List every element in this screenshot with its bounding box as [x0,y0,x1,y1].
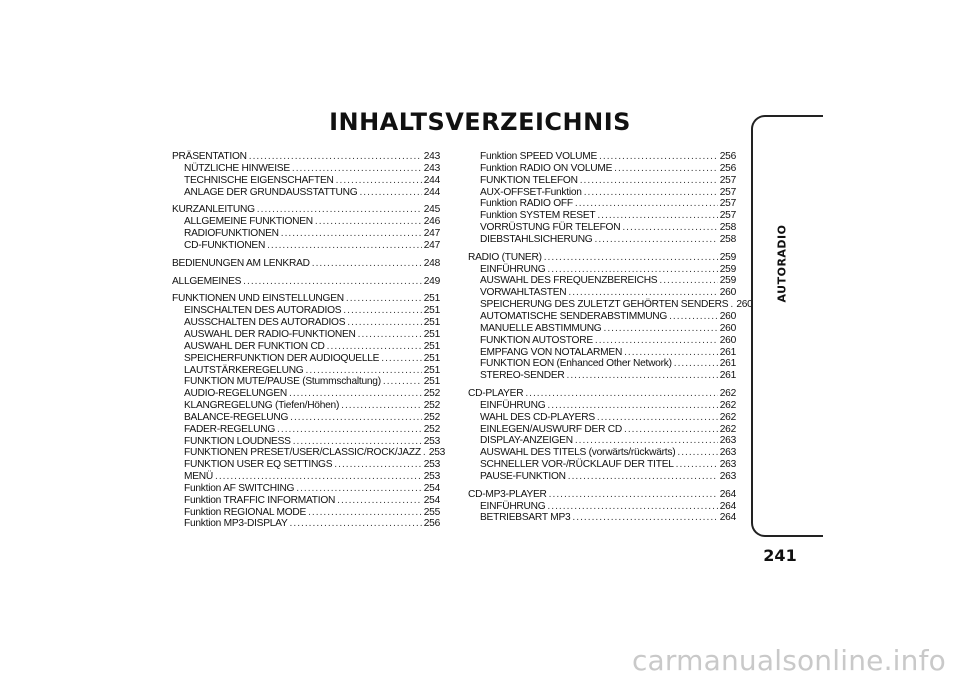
toc-dot-leader [595,335,718,347]
toc-entry-label: Funktion REGIONAL MODE [184,506,307,518]
toc-entry[interactable] [468,489,736,501]
toc-subentry[interactable] [468,163,736,175]
toc-dot-leader [575,435,718,447]
toc-entry-label: ALLGEMEINE FUNKTIONEN [184,216,313,228]
section-tab-text: AUTORADIO [775,223,789,303]
toc-dot-leader [567,370,718,382]
toc-dot-leader [549,489,718,501]
toc-entry-page: 261 [719,346,736,358]
toc-group [468,388,736,483]
toc-entry[interactable] [172,276,440,288]
toc-subentry[interactable] [468,347,736,359]
page-title: INHALTSVERZEICHNIS [329,108,631,136]
toc-dot-leader [290,518,422,530]
toc-dot-leader [292,163,422,175]
toc-group [172,204,440,251]
toc-entry-page: 264 [719,488,736,500]
toc-dot-leader [547,264,717,276]
toc-entry-label: VORWAHLTASTEN [480,287,567,299]
toc-subentry[interactable] [468,400,736,412]
toc-entry-page: 251 [423,328,440,340]
toc-entry-page: 260 [719,287,736,299]
toc-subentry[interactable] [172,187,440,199]
toc-entry-label: MENÜ [184,471,213,483]
toc-entry-label: BEDIENUNGEN AM LENKRAD [172,257,310,269]
toc-entry[interactable] [172,293,440,305]
toc-entry-page: 253 [423,459,440,471]
toc-subentry[interactable] [172,305,440,317]
section-tab [751,115,823,537]
toc-subentry[interactable] [172,412,440,424]
toc-subentry[interactable] [172,447,446,459]
toc-entry-page: 253 [423,471,440,483]
toc-entry-label: MANUELLE ABSTIMMUNG [480,322,602,334]
toc-subentry[interactable] [172,228,440,240]
toc-entry-label: EINSCHALTEN DES AUTORADIOS [184,305,342,317]
toc-entry-page: 252 [423,411,440,423]
toc-group [172,151,440,198]
toc-entry[interactable] [468,252,736,264]
toc-entry-label: SCHNELLER VOR-/RÜCKLAUF DER TITEL [480,459,674,471]
toc-subentry[interactable] [468,222,736,234]
toc-entry-page: 260 [719,310,736,322]
toc-dot-leader [584,187,718,199]
toc-dot-leader [383,376,422,388]
toc-entry-label: AUSWAHL DER RADIO-FUNKTIONEN [184,328,356,340]
toc-entry-page: 257 [719,198,736,210]
toc-subentry[interactable] [172,365,440,377]
toc-entry-page: 247 [423,239,440,251]
toc-subentry[interactable] [468,187,736,199]
toc-entry-label: SPEICHERUNG DES ZULETZT GEHÖRTEN SENDERS [480,299,729,311]
toc-subentry[interactable] [172,495,440,507]
toc-entry-page: 258 [719,233,736,245]
toc-entry-page: 264 [719,512,736,524]
toc-dot-leader [624,424,718,436]
toc-subentry[interactable] [172,175,440,187]
toc-entry-page: 259 [719,263,736,275]
toc-dot-leader [281,228,422,240]
toc-entry-label: AUSSCHALTEN DES AUTORADIOS [184,317,346,329]
toc-entry-label: STEREO-SENDER [480,370,565,382]
toc-entry-page: 252 [423,388,440,400]
toc-group [172,293,446,530]
toc-dot-leader [676,459,718,471]
toc-entry-label: LAUTSTÄRKEREGELUNG [184,364,304,376]
toc-subentry[interactable] [172,317,440,329]
toc-entry-label: PAUSE-FUNKTION [480,470,566,482]
toc-entry-page: 251 [423,340,440,352]
toc-entry-page: 254 [423,494,440,506]
toc-entry-label: AUSWAHL DES TITELS (vorwärts/rückwärts) [480,447,676,459]
toc-entry-label: CD-MP3-PLAYER [468,488,547,500]
toc-entry-label: PRÄSENTATION [172,151,247,162]
toc-dot-leader [568,471,718,483]
toc-dot-leader [277,424,422,436]
toc-entry-label: FUNKTION TELEFON [480,174,578,186]
toc-dot-leader [215,471,422,483]
toc-dot-leader [525,388,717,400]
toc-subentry[interactable] [468,234,736,246]
toc-group [172,276,440,288]
toc-entry-label: EINLEGEN/AUSWURF DER CD [480,423,622,435]
toc-left-column [172,151,446,536]
toc-dot-leader [599,151,718,163]
toc-entry-page: 257 [719,186,736,198]
toc-entry-label: FUNKTIONEN PRESET/USER/CLASSIC/ROCK/JAZZ [184,447,421,459]
toc-entry-page: 256 [719,151,736,162]
toc-entry-page: 251 [423,352,440,364]
toc-subentry[interactable] [172,471,440,483]
toc-entry-page: 244 [423,174,440,186]
toc-subentry[interactable] [172,518,440,530]
toc-entry-page: 251 [423,364,440,376]
toc-dot-leader [572,512,717,524]
toc-dot-leader [614,163,718,175]
toc-entry-label: FUNKTION AUTOSTORE [480,334,593,346]
toc-dot-leader [603,323,717,335]
toc-entry-label: RADIO (TUNER) [468,251,542,263]
toc-entry-label: Funktion AF SWITCHING [184,482,295,494]
toc-entry-label: FUNKTION LOUDNESS [184,435,291,447]
toc-entry-page: 263 [719,435,736,447]
toc-group [468,151,736,246]
toc-entry-label: Funktion RADIO ON VOLUME [480,162,613,174]
toc-dot-leader [381,353,422,365]
toc-entry-page: 257 [719,174,736,186]
toc-dot-leader [597,412,718,424]
toc-subentry[interactable] [468,198,736,210]
toc-entry-page: 260 [736,299,753,311]
toc-subentry[interactable] [468,311,736,323]
toc-subentry[interactable] [468,424,736,436]
toc-entry-page: 253 [428,447,446,459]
toc-entry[interactable] [172,151,440,163]
toc-entry-label: AUSWAHL DER FUNKTION CD [184,340,325,352]
page-number: 241 [763,546,797,565]
toc-dot-leader [659,275,717,287]
toc-entry-label: Funktion MP3-DISPLAY [184,518,288,530]
toc-subentry[interactable] [468,501,736,513]
toc-entry-label: AUTOMATISCHE SENDERABSTIMMUNG [480,310,668,322]
toc-subentry[interactable] [172,329,440,341]
section-tab-label [771,208,793,318]
toc-entry-page: 251 [423,293,440,305]
toc-entry[interactable] [172,258,440,270]
toc-dot-leader [359,187,421,199]
toc-dot-leader [293,436,422,448]
toc-entry-page: 251 [423,305,440,317]
toc-entry[interactable] [172,204,440,216]
toc-subentry[interactable] [172,483,440,495]
toc-entry-page: 245 [423,204,440,216]
toc-dot-leader [423,447,427,459]
toc-entry-label: CD-FUNKTIONEN [184,239,266,251]
toc-entry-page: 261 [719,370,736,382]
toc-subentry[interactable] [172,388,440,400]
toc-entry-label: NÜTZLICHE HINWEISE [184,162,290,174]
toc-entry-label: ALLGEMEINES [172,275,242,287]
toc-dot-leader [622,222,717,234]
toc-entry-page: 249 [423,275,440,287]
toc-entry-page: 263 [719,470,736,482]
toc-group [468,251,753,382]
toc-dot-leader [290,412,422,424]
toc-dot-leader [343,305,421,317]
toc-entry-page: 263 [719,459,736,471]
toc-subentry[interactable] [468,471,736,483]
toc-entry-page: 243 [423,151,440,162]
toc-subentry[interactable] [468,335,736,347]
toc-entry-label: FADER-REGELUNG [184,423,276,435]
toc-dot-leader [346,293,422,305]
toc-entry-page: 261 [719,358,736,370]
toc-entry-page: 253 [423,435,440,447]
toc-subentry[interactable] [468,435,736,447]
toc-entry-page: 263 [719,447,736,459]
toc-subentry[interactable] [468,275,736,287]
toc-dot-leader [568,287,717,299]
toc-subentry[interactable] [172,341,440,353]
toc-entry-page: 244 [423,186,440,198]
toc-dot-leader [243,276,422,288]
toc-subentry[interactable] [468,459,736,471]
toc-group [172,258,440,270]
toc-dot-leader [669,311,718,323]
toc-dot-leader [347,317,421,329]
toc-entry-label: FUNKTION USER EQ SETTINGS [184,459,333,471]
toc-entry-page: 264 [719,500,736,512]
toc-entry-label: AUX-OFFSET-Funktion [480,186,582,198]
toc-subentry[interactable] [172,216,440,228]
toc-entry-page: 260 [719,334,736,346]
toc-subentry[interactable] [172,424,440,436]
toc-subentry[interactable] [172,507,440,519]
toc-dot-leader [334,459,421,471]
toc-dot-leader [544,252,718,264]
toc-dot-leader [547,400,717,412]
toc-dot-leader [257,204,422,216]
toc-entry-label: EINFÜHRUNG [480,263,546,275]
toc-subentry[interactable] [468,175,736,187]
toc-subentry[interactable] [468,210,736,222]
toc-entry-label: ANLAGE DER GRUNDAUSSTATTUNG [184,186,358,198]
toc-entry-label: EINFÜHRUNG [480,500,546,512]
toc-entry-page: 259 [719,251,736,263]
toc-entry-page: 259 [719,275,736,287]
toc-subentry[interactable] [172,163,440,175]
toc-dot-leader [315,216,422,228]
toc-entry-page: 251 [423,317,440,329]
toc-dot-leader [336,175,422,187]
toc-entry-label: Funktion RADIO OFF [480,198,573,210]
toc-entry-page: 254 [423,482,440,494]
toc-subentry[interactable] [468,299,753,311]
toc-subentry[interactable] [172,436,440,448]
toc-entry-label: Funktion TRAFFIC INFORMATION [184,494,336,506]
toc-entry-label: WAHL DES CD-PLAYERS [480,411,595,423]
toc-entry-label: KLANGREGELUNG (Tiefen/Höhen) [184,400,340,412]
toc-dot-leader [337,495,422,507]
toc-subentry[interactable] [468,151,736,163]
toc-entry-page: 262 [719,388,736,400]
toc-subentry[interactable] [172,376,440,388]
toc-dot-leader [730,299,734,311]
toc-subentry[interactable] [172,459,440,471]
toc-entry-label: AUDIO-REGELUNGEN [184,388,287,400]
toc-entry-page: 248 [423,257,440,269]
toc-entry-page: 256 [719,162,736,174]
toc-subentry[interactable] [468,287,736,299]
toc-entry-page: 247 [423,228,440,240]
toc-dot-leader [289,388,422,400]
toc-entry-label: EINFÜHRUNG [480,399,546,411]
toc-entry-page: 255 [423,506,440,518]
toc-dot-leader [267,240,422,252]
toc-entry-page: 256 [423,518,440,530]
toc-entry-label: FUNKTION MUTE/PAUSE (Stummschaltung) [184,376,381,388]
toc-entry-label: BETRIEBSART MP3 [480,512,571,524]
toc-entry-page: 252 [423,400,440,412]
toc-dot-leader [597,210,717,222]
toc-right-column [468,151,753,530]
toc-dot-leader [358,329,422,341]
toc-dot-leader [674,358,718,370]
toc-subentry[interactable] [172,240,440,252]
toc-entry-page: 251 [423,376,440,388]
toc-dot-leader [547,501,717,513]
toc-entry-label: RADIOFUNKTIONEN [184,228,279,240]
toc-dot-leader [624,347,718,359]
toc-subentry[interactable] [172,400,440,412]
toc-entry-page: 252 [423,423,440,435]
toc-subentry[interactable] [468,412,736,424]
toc-entry-page: 260 [719,322,736,334]
toc-dot-leader [296,483,422,495]
toc-entry-label: VORRÜSTUNG FÜR TELEFON [480,222,621,234]
toc-entry-label: TECHNISCHE EIGENSCHAFTEN [184,174,334,186]
toc-subentry[interactable] [468,323,736,335]
toc-subentry[interactable] [468,512,736,524]
toc-entry-label: EMPFANG VON NOTALARMEN [480,346,623,358]
toc-subentry[interactable] [468,264,736,276]
toc-dot-leader [312,258,422,270]
toc-entry-page: 258 [719,222,736,234]
watermark: carmanualsonline.info [631,644,946,677]
toc-entry-label: FUNKTIONEN UND EINSTELLUNGEN [172,293,344,305]
toc-entry[interactable] [468,388,736,400]
toc-entry-label: SPEICHERFUNKTION DER AUDIOQUELLE [184,352,380,364]
toc-dot-leader [575,198,718,210]
toc-entry-label: Funktion SPEED VOLUME [480,151,598,162]
toc-entry-label: KURZANLEITUNG [172,204,255,216]
toc-dot-leader [308,507,422,519]
toc-entry-label: AUSWAHL DES FREQUENZBEREICHS [480,275,658,287]
toc-entry-page: 243 [423,162,440,174]
toc-dot-leader [341,400,422,412]
toc-dot-leader [327,341,422,353]
toc-subentry[interactable] [468,358,736,370]
toc-dot-leader [305,365,421,377]
toc-entry-page: 262 [719,411,736,423]
toc-dot-leader [595,234,718,246]
toc-subentry[interactable] [468,370,736,382]
toc-entry-page: 257 [719,210,736,222]
toc-dot-leader [677,447,717,459]
toc-entry-page: 262 [719,423,736,435]
toc-dot-leader [249,151,422,163]
toc-subentry[interactable] [172,353,440,365]
toc-entry-label: FUNKTION EON (Enhanced Other Network) [480,358,672,370]
toc-subentry[interactable] [468,447,736,459]
toc-entry-label: DISPLAY-ANZEIGEN [480,435,573,447]
toc-entry-page: 246 [423,216,440,228]
toc-entry-label: BALANCE-REGELUNG [184,411,289,423]
toc-entry-page: 262 [719,399,736,411]
toc-group [468,489,736,525]
toc-entry-label: DIEBSTAHLSICHERUNG [480,233,593,245]
toc-dot-leader [580,175,718,187]
toc-entry-label: Funktion SYSTEM RESET [480,210,596,222]
toc-entry-label: CD-PLAYER [468,388,524,400]
